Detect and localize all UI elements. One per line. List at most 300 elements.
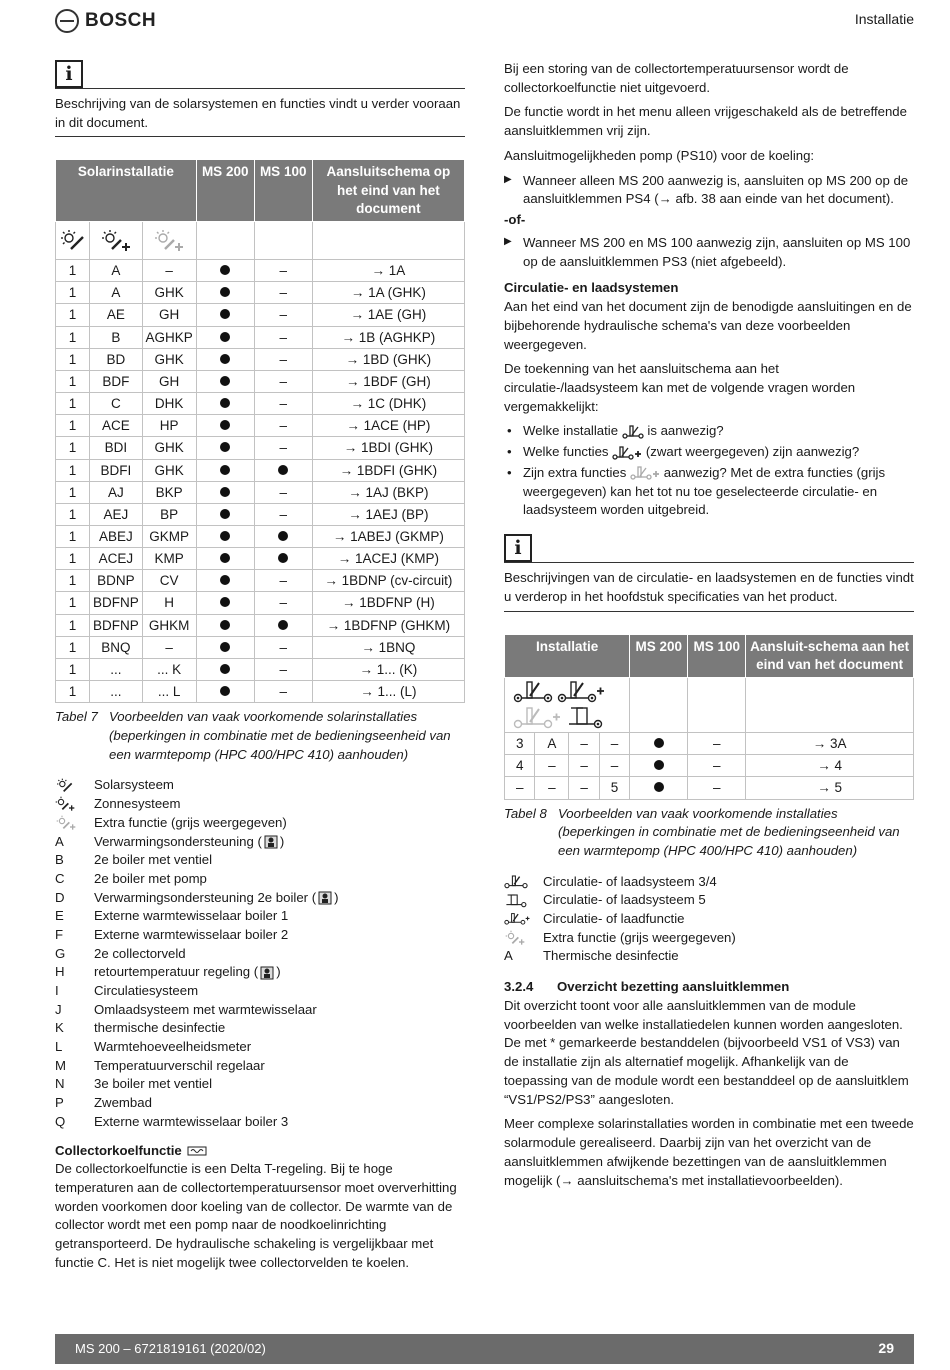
legend-item [55,851,465,870]
pump-options-text: Aansluitmogelijkheden pomp (PS10) voor de koeling: [504,147,815,163]
table-cell: BDFNP [90,592,143,614]
brand-name: BOSCH [85,10,157,31]
table-cell: – [254,348,312,370]
filled-dot-icon [278,553,288,563]
legend-item [55,1038,465,1057]
storing-text: Bij een storing van de collectortemperatuursensor wordt de collectorkoelfunctie niet uitgevoerd. [504,61,849,95]
table-cell: 1 [56,636,90,658]
table-cell: HP [142,415,196,437]
question-1: • Welke installatie is aanwezig? [504,422,914,441]
table-cell: 1 [56,260,90,282]
table-cell: A [90,282,143,304]
legend-item [55,982,465,1001]
table-cell: → 1BDI (GHK) [312,437,464,459]
bosch-logo [55,8,156,35]
table-cell: → 1ACEJ (KMP) [312,548,464,570]
filled-dot-icon [220,287,230,297]
table-cell: 1 [56,393,90,415]
table-8 [504,634,914,800]
legend-key: I [55,983,59,998]
table-cell: C [90,393,143,415]
table-cell: CV [142,570,196,592]
table-cell: – [599,755,629,777]
legend-text: Solarsysteem [94,777,174,793]
table-cell: ... L [142,681,196,703]
legend-text: Zwembad [94,1095,152,1111]
page-header [55,8,914,34]
filled-dot-icon [220,620,230,630]
legend-text: Circulatie- of laadsysteem 3/4 [543,873,717,889]
table-cell: → 1BDNP (cv-circuit) [312,570,464,592]
col-header-ms200: MS 200 [196,160,254,222]
filled-dot-icon [654,738,664,748]
table-row [56,260,465,282]
table-cell: – [688,777,746,799]
filled-dot-icon [220,642,230,652]
table-cell: BDF [90,370,143,392]
table-row [505,733,914,755]
dot-marker [196,526,254,548]
table-cell: → 1... (L) [312,681,464,703]
table-cell: → 1... (K) [312,658,464,680]
dot-marker [196,481,254,503]
dot-marker [196,304,254,326]
col-header-solarinstallatie: Solarinstallatie [56,160,197,222]
filled-dot-icon [220,575,230,585]
table-cell: 1 [56,681,90,703]
dot-marker [196,548,254,570]
table-cell: 3 [505,733,535,755]
table-cell: B [90,326,143,348]
table-cell: AJ [90,481,143,503]
dot-marker [630,777,688,799]
table-cell: – [254,437,312,459]
right-column [504,60,914,1196]
page-number: 29 [878,1340,894,1357]
table-cell: → 1C (DHK) [312,393,464,415]
filled-dot-icon [220,354,230,364]
dot-marker [196,614,254,636]
table-cell: → 1BDFNP (GHKM) [312,614,464,636]
filled-dot-icon [220,553,230,563]
menu-text: De functie wordt in het menu alleen vrijgeschakeld als de betreffende aansluitklemmen vrij zijn. [504,104,907,139]
solar-system-icon [55,778,94,794]
legend-item [55,833,465,852]
table-cell: 4 [505,755,535,777]
table-cell: 1 [56,459,90,481]
filled-dot-icon [220,531,230,541]
legend-item [55,814,465,833]
table-cell: – [254,282,312,304]
filled-dot-icon [654,760,664,770]
dot-marker [196,636,254,658]
question-3: • Zijn extra functies aanwezig? Met de extra functies (grijs weergegeven) kan het tot nu toe geselecteerde circulatie- en laadsysteem worden uitgebreid. [504,464,914,520]
legend-item [504,929,914,948]
pump-option-1: ▶ Wanneer alleen MS 200 aanwezig is, aansluiten op MS 200 op de aansluitklemmen PS4 (→ afb. 38 aan einde van het document). [504,172,914,209]
table-row [56,548,465,570]
legend-key: G [55,945,66,961]
legend-item [55,1057,465,1076]
dot-marker [196,459,254,481]
filled-dot-icon [220,332,230,342]
section-text-1: Dit overzicht toont voor alle aansluitklemmen van de module voorbeelden van welke installatiedelen kunnen worden aangesloten. De met * gemarkeerde bestanddelen (bijvoorbeeld VS1 of VS3) van de installatie zijn als alternatief mogelijk. Afhankelijk van de toepassing van de module wordt een bestanddeel op de aansluitklem “VS1/PS2/PS3” aangesloten. [504,997,909,1107]
col-header-ms200: MS 200 [630,634,688,677]
pump-options-list-2 [504,234,914,271]
table-cell: – [535,755,569,777]
table-cell: 1 [56,415,90,437]
table-row [56,681,465,703]
legend-left [55,776,465,1131]
col-header-ms100: MS 100 [688,634,746,677]
table-cell: 1 [56,592,90,614]
legend-item [55,870,465,889]
table-cell: – [142,636,196,658]
legend-item [55,1075,465,1094]
legend-text: Extra functie (grijs weergegeven) [94,814,287,830]
table-row [56,304,465,326]
table-row [56,348,465,370]
table-cell: 1 [56,348,90,370]
table-cell: ACEJ [90,548,143,570]
solar-function-icon [55,796,94,812]
table-row [56,592,465,614]
table-cell: BNQ [90,636,143,658]
dot-marker [196,503,254,525]
legend-item [55,1094,465,1113]
legend-text: 2e collectorveld [94,945,186,961]
dot-marker [196,415,254,437]
dot-marker [196,681,254,703]
table-cell: 1 [56,282,90,304]
col-header-installatie: Installatie [505,634,630,677]
section-text-2: Meer complexe solarinstallaties worden in combinatie met een tweede solarmodule gerealiseerd. Daarbij zijn van het overzicht van de aansluitklemmen afwijkende bezettingen van de aansluitklemmen mogelijk (→ aansluitschema's met installatievoorbeelden). [504,1116,914,1188]
legend-item [55,1113,465,1132]
table-cell: GHK [142,437,196,459]
table-row [56,503,465,525]
table-row [505,755,914,777]
table-row [56,415,465,437]
table-cell: ... K [142,658,196,680]
legend-text: 2e boiler met pomp [94,870,207,886]
legend-key: E [55,908,64,924]
table-cell: 1 [56,481,90,503]
table-row [56,570,465,592]
info-text: Beschrijving van de solarsystemen en functies vindt u verder vooraan in dit document. [55,93,465,137]
table-cell: 5 [599,777,629,799]
legend-item [504,873,914,892]
info-text-2: Beschrijvingen van de circulatie- en laadsystemen en de functies vindt u verderop in het hoofdstuk specificaties van het product. [504,567,914,611]
legend-key: A [55,833,64,849]
legend-key: Q [55,1113,66,1129]
legend-key: C [55,870,65,886]
table-cell: – [254,570,312,592]
table-cell: 1 [56,658,90,680]
circulation-system-icon [513,679,553,705]
filled-dot-icon [654,782,664,792]
boiler-icon [260,966,274,980]
dot-marker [196,437,254,459]
legend-key: D [55,889,65,905]
table-cell: – [254,681,312,703]
legend-item [55,963,465,982]
legend-key: L [55,1039,63,1055]
legend-key: H [55,964,65,980]
table-row [56,526,465,548]
circ-text-2: De toekenning van het aansluitschema aan het circulatie-/laadsysteem kan met de volgende vragen worden vergemakkelijkt: [504,361,856,414]
table-cell: → 5 [746,777,914,799]
question-list [504,422,914,520]
dot-marker [254,526,312,548]
legend-key: N [55,1076,65,1092]
installation-icon [622,425,644,439]
filled-dot-icon [220,420,230,430]
table-cell: – [688,733,746,755]
legend-text: Circulatie- of laadsysteem 5 [543,892,706,908]
table-row [56,481,465,503]
table-cell: → 1AJ (BKP) [312,481,464,503]
table-cell: ... [90,681,143,703]
pump-option-2: ▶ Wanneer MS 200 en MS 100 aanwezig zijn, aansluiten op MS 100 op de aansluitklemmen PS3 (niet afgebeeld). [504,234,914,271]
legend-right [504,873,914,966]
filled-dot-icon [278,620,288,630]
extra-function-grey-icon [55,815,94,831]
legend-item [504,891,914,910]
legend-item [55,926,465,945]
collector-heading: Collectorkoelfunctie [55,1142,465,1161]
table-cell: → 1BDFI (GHK) [312,459,464,481]
legend-key: P [55,1095,64,1111]
table-cell: – [688,755,746,777]
table-row [56,614,465,636]
table-cell: AGHKP [142,326,196,348]
table-cell: 1 [56,548,90,570]
filled-dot-icon [278,465,288,475]
page-footer [55,1334,914,1364]
dot-marker [196,326,254,348]
table-7-caption: Tabel 7 Voorbeelden van vaak voorkomende solarinstallaties (beperkingen in combinatie met de bedieningseenheid van een warmtepomp (HPC 400/HPC 410) aanhouden) [55,709,451,762]
table-cell: GHKM [142,614,196,636]
legend-text: Circulatie- of laadfunctie [543,911,685,927]
legend-text: Omlaadsysteem met warmtewisselaar [94,1001,317,1017]
table-cell: → 1ACE (HP) [312,415,464,437]
loading-system-5-icon [565,705,605,731]
info-icon: i [55,60,83,88]
filled-dot-icon [220,376,230,386]
table-row [56,658,465,680]
col-header-aansluitschema: Aansluitschema op het eind van het document [312,160,464,222]
circulation-system-icon [504,874,543,890]
table-cell: → 1A (GHK) [312,282,464,304]
table-cell: – [254,636,312,658]
filled-dot-icon [220,398,230,408]
boiler-icon [318,891,332,905]
table-cell: – [254,370,312,392]
legend-item [504,947,914,966]
table-cell: BP [142,503,196,525]
col-header-ms100: MS 100 [254,160,312,222]
table-cell: – [254,481,312,503]
extra-function-grey-icon [630,466,660,480]
dot-marker [254,614,312,636]
question-2: • Welke functies (zwart weergegeven) zijn aanwezig? [504,443,914,462]
pump-options-list [504,172,914,209]
table-row [56,393,465,415]
legend-text: 3e boiler met ventiel [94,1076,213,1092]
table-cell: A [90,260,143,282]
table-row [56,636,465,658]
table-cell: 1 [56,570,90,592]
circ-heading: Circulatie- en laadsystemen [504,280,679,296]
legend-item [55,889,465,908]
table-cell: A [535,733,569,755]
table-cell: – [599,733,629,755]
filled-dot-icon [220,597,230,607]
table-cell: AEJ [90,503,143,525]
legend-key: A [504,948,513,964]
legend-item [55,1019,465,1038]
table-cell: 1 [56,326,90,348]
document-id: MS 200 – 6721819161 (2020/02) [75,1340,266,1356]
dot-marker [630,755,688,777]
table-cell: 1 [56,503,90,525]
table-cell: BD [90,348,143,370]
filled-dot-icon [220,664,230,674]
solar-system-icon [56,222,90,260]
circ-text-1: Aan het eind van het document zijn de benodigde aansluitingen en de bijbehorende hydraulische schema's van deze voorbeelden weergegeven. [504,299,912,352]
table-row [56,437,465,459]
table-cell: – [254,326,312,348]
table-cell: → 1BD (GHK) [312,348,464,370]
table-cell: – [254,260,312,282]
table-cell: GHK [142,348,196,370]
legend-text: Verwarmingsondersteuning ( ) [94,833,285,849]
table-cell: → 1BDFNP (H) [312,592,464,614]
table-cell: → 3A [746,733,914,755]
legend-text: Externe warmtewisselaar boiler 3 [94,1113,289,1129]
legend-text: Warmtehoeveelheidsmeter [94,1039,252,1055]
legend-text: 2e boiler met ventiel [94,852,213,868]
filled-dot-icon [220,442,230,452]
cooling-function-icon [187,1145,207,1157]
info-icon: i [504,534,532,562]
legend-key: J [55,1001,62,1017]
table-cell: ABEJ [90,526,143,548]
table-cell: – [569,755,599,777]
table-cell: BDFNP [90,614,143,636]
table-cell: → 1B (AGHKP) [312,326,464,348]
table-7 [55,159,465,703]
legend-text: Externe warmtewisselaar boiler 1 [94,908,289,924]
dot-marker [254,548,312,570]
table-cell: → 1AE (GH) [312,304,464,326]
legend-item [55,795,465,814]
loading-system-5-icon [504,893,543,909]
table-cell: DHK [142,393,196,415]
legend-text: Zonnesysteem [94,796,181,812]
bosch-armature-icon [55,9,79,33]
legend-key: B [55,852,64,868]
filled-dot-icon [220,509,230,519]
table-cell: ... [90,658,143,680]
table-cell: GKMP [142,526,196,548]
table-row [56,370,465,392]
section-title: Installatie [854,11,914,27]
filled-dot-icon [220,309,230,319]
table-cell: 1 [56,526,90,548]
filled-dot-icon [220,487,230,497]
filled-dot-icon [278,531,288,541]
table-cell: GHK [142,459,196,481]
dot-marker [196,570,254,592]
info-note [55,60,465,89]
legend-text: Verwarmingsondersteuning 2e boiler ( ) [94,889,339,905]
table-cell: GHK [142,282,196,304]
circulation-function-icon [557,679,605,705]
table-cell: → 1AEJ (BP) [312,503,464,525]
extra-function-grey-icon [142,222,196,260]
icon-row [505,678,914,733]
boiler-icon [264,835,278,849]
table-cell: – [254,415,312,437]
filled-dot-icon [220,686,230,696]
table-cell: BDFI [90,459,143,481]
table-cell: – [254,304,312,326]
table-cell: KMP [142,548,196,570]
table-cell: 1 [56,304,90,326]
table-cell: ACE [90,415,143,437]
table-cell: – [142,260,196,282]
table-cell: H [142,592,196,614]
legend-key: K [55,1020,64,1036]
dot-marker [196,370,254,392]
legend-item [55,1001,465,1020]
table-cell: → 1BNQ [312,636,464,658]
table-cell: → 1BDF (GH) [312,370,464,392]
collector-text: De collectorkoelfunctie is een Delta T-regeling. Bij te hoge temperaturen aan de collectortemperatuursensor moet oververhitting worden voorkomen door koeling van de collector. De warmte van de collector wordt met een pomp naar de noodkoelinrichting getransporteerd. De hydraulische schakeling is vergelijkbaar met functie C. Het is niet mogelijk twee collectorvelden te koelen. [55,1161,457,1270]
solar-function-icon [90,222,143,260]
table-cell: BKP [142,481,196,503]
legend-key: F [55,926,64,942]
table-cell: GH [142,370,196,392]
table-8-caption: Tabel 8 Voorbeelden van vaak voorkomende installaties (beperkingen in combinatie met de bedieningseenheid van een warmtepomp (HPC 400/HPC 410) aanhouden) [504,805,900,858]
table-cell: → 4 [746,755,914,777]
dot-marker [196,658,254,680]
table-cell: → 1ABEJ (GKMP) [312,526,464,548]
legend-item [55,945,465,964]
table-cell: – [254,658,312,680]
table-row [56,459,465,481]
table-cell: 1 [56,370,90,392]
legend-item [55,907,465,926]
dot-marker [196,260,254,282]
table-cell: → 1A [312,260,464,282]
table-cell: 1 [56,614,90,636]
table-cell: – [505,777,535,799]
filled-dot-icon [220,265,230,275]
legend-text: Extra functie (grijs weergegeven) [543,929,736,945]
table-cell: – [254,592,312,614]
extra-function-grey-icon [504,930,543,946]
table-cell: – [535,777,569,799]
left-column [55,60,465,1279]
table-cell: 1 [56,437,90,459]
legend-text: Circulatiesysteem [94,983,199,998]
table-cell: – [569,777,599,799]
table-row [56,282,465,304]
icon-row [56,222,465,260]
dot-marker [196,282,254,304]
legend-text: Thermische desinfectie [543,948,679,964]
